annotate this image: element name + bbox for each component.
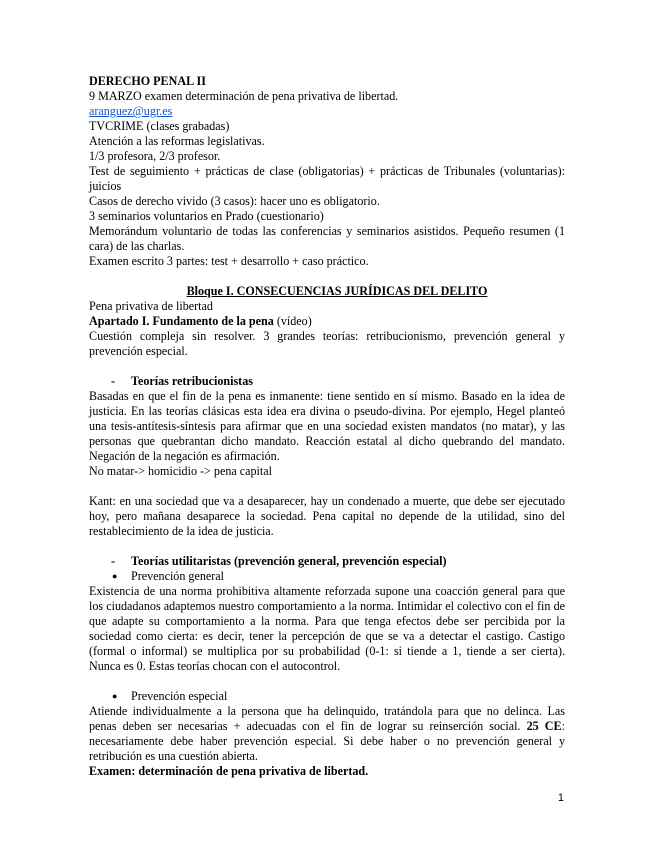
prevencion-especial-paragraph xyxy=(89,704,565,764)
apartado-heading: Apartado I. Fundamento de la pena xyxy=(89,314,274,328)
kant-paragraph: Kant: en una sociedad que va a desaparecer, hay un condenado a muerte, que debe ser ejecutado hoy, pero mañana desaparece la sociedad. Pena capital no depende de la utilidad, sino del restablecimiento de la idea de justicia. xyxy=(89,494,565,538)
dot-bullet: ● xyxy=(112,571,118,581)
retribucionistas-paragraph-2: No matar-> homicidio -> pena capital xyxy=(89,464,272,478)
written-exam-line: Examen escrito 3 partes: test + desarrollo + caso práctico. xyxy=(89,254,369,268)
professors-line: 1/3 profesora, 2/3 profesor. xyxy=(89,149,221,163)
bloque-title: Bloque I. CONSECUENCIAS JURÍDICAS DEL DELITO xyxy=(186,284,488,298)
exam-date-line: 9 MARZO examen determinación de pena privativa de libertad. xyxy=(89,89,399,103)
document-title: DERECHO PENAL II xyxy=(89,74,206,88)
prevencion-general-paragraph: Existencia de una norma prohibitiva altamente reforzada supone una coacción general para que los ciudadanos adaptemos nuestro comportamiento a la norma. Intimidar el colectivo con el fin de que adapte su comportamiento a la norma. Para que tenga efectos debe ser percibida por la sociedad como cierta: es decir, tener la percepción de que se va a detectar el castigo. Castigo (formal o informal) se multiplica por su probabilidad (0-1: si tiende a 1, tiende a ser cierta). Nunca es 0. Estas teorías chocan con el autocontrol. xyxy=(89,584,565,673)
tests-paragraph: Test de seguimiento + prácticas de clase (obligatorias) + prácticas de Tribunales (voluntarias): juicios xyxy=(89,164,565,193)
prevencion-general-item xyxy=(89,569,565,584)
cases-line: Casos de derecho vivido (3 casos): hacer uno es obligatorio. xyxy=(89,194,380,208)
retribucionistas-paragraph-1: Basadas en que el fin de la pena es inmanente: tiene sentido en sí mismo. Basado en la idea de justicia. En las teorías clásicas esta idea era divina o pseudo-divina. Por ejemplo, Hegel planteó una tesis-antítesis-síntesis para afirmar que en una sociedad existen mandatos (no matar), y las personas que quebrantan dicho mandato. Reacción estatal al dicho quebrando del mandato. Negación de la negación es afirmación. xyxy=(89,389,565,463)
article-reference: 25 CE xyxy=(526,719,562,733)
reforms-line: Atención a las reformas legislativas. xyxy=(89,134,265,148)
dash-bullet: - xyxy=(111,554,116,568)
utilitaristas-heading xyxy=(89,554,565,569)
especial-text-b: : necesariamente debe haber prevención especial. Si debe haber o no prevención general y retribución es una cuestión abierta. xyxy=(89,719,565,763)
memorandum-paragraph: Memorándum voluntario de todas las conferencias y seminarios asistidos. Pequeño resumen (1 cara) de las charlas. xyxy=(89,224,565,253)
prevencion-especial-item xyxy=(89,689,565,704)
apartado-note: (vídeo) xyxy=(273,314,312,328)
prevencion-general-label: Prevención general xyxy=(131,569,225,583)
dot-bullet: ● xyxy=(112,691,118,701)
document-page xyxy=(89,74,565,779)
prevencion-especial-label: Prevención especial xyxy=(131,689,228,703)
tvcrime-line: TVCRIME (clases grabadas) xyxy=(89,119,230,133)
bloque-subtitle: Pena privativa de libertad xyxy=(89,299,213,313)
email-link[interactable]: aranguez@ugr.es xyxy=(89,104,173,118)
utilitaristas-heading-text: Teorías utilitaristas (prevención general, prevención especial) xyxy=(131,554,447,568)
bloque-intro: Cuestión compleja sin resolver. 3 grandes teorías: retribucionismo, prevención general y prevención especial. xyxy=(89,329,565,358)
retribucionistas-heading-text: Teorías retribucionistas xyxy=(131,374,253,388)
exam-note: Examen: determinación de pena privativa de libertad. xyxy=(89,764,369,778)
especial-text-a: Atiende individualmente a la persona que ha delinquido, tratándola para que no delinca. Las penas deben ser necesarias + adecuadas con el fin de lograr su reinserción social. xyxy=(89,704,565,733)
retribucionistas-heading xyxy=(89,374,565,389)
dash-bullet: - xyxy=(111,374,116,388)
page-number: 1 xyxy=(557,792,564,804)
seminars-line: 3 seminarios voluntarios en Prado (cuestionario) xyxy=(89,209,324,223)
